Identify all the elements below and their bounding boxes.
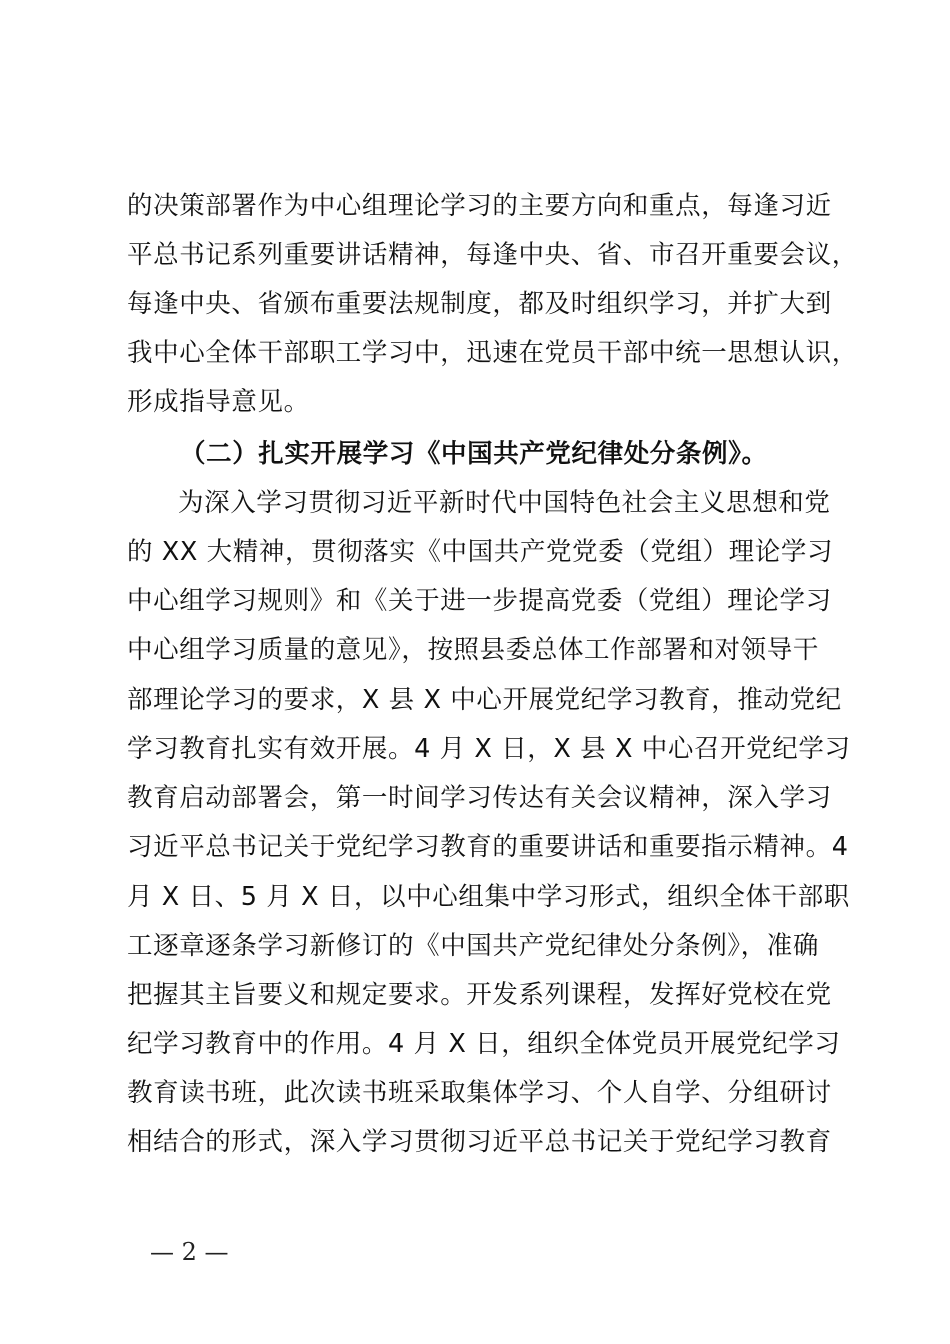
section-heading: （二）扎实开展学习《中国共产党纪律处分条例》。 bbox=[180, 439, 768, 469]
page-number: — 2 — bbox=[150, 1238, 229, 1266]
text-line: 形成指导意见。 bbox=[127, 387, 310, 417]
text-line: 月 X 日、5 月 X 日，以中心组集中学习形式，组织全体干部职 bbox=[127, 882, 850, 912]
text-line: 相结合的形式，深入学习贯彻习近平总书记关于党纪学习教育 bbox=[127, 1127, 832, 1157]
text-line: 习近平总书记关于党纪学习教育的重要讲话和重要指示精神。4 bbox=[127, 832, 849, 862]
text-line: 我中心全体干部职工学习中，迅速在党员干部中统一思想认识， bbox=[127, 338, 858, 368]
text-line: 纪学习教育中的作用。4 月 X 日，组织全体党员开展党纪学习 bbox=[127, 1029, 841, 1059]
text-line: 的决策部署作为中心组理论学习的主要方向和重点，每逢习近 bbox=[127, 191, 832, 221]
text-line: 平总书记系列重要讲话精神，每逢中央、省、市召开重要会议， bbox=[127, 240, 858, 270]
text-line: 教育启动部署会，第一时间学习传达有关会议精神，深入学习 bbox=[127, 783, 832, 813]
text-line: 部理论学习的要求，X 县 X 中心开展党纪学习教育，推动党纪 bbox=[127, 685, 842, 715]
text-line: 把握其主旨要义和规定要求。开发系列课程，发挥好党校在党 bbox=[127, 980, 832, 1010]
text-line: 教育读书班，此次读书班采取集体学习、个人自学、分组研讨 bbox=[127, 1078, 832, 1108]
text-line: 学习教育扎实有效开展。4 月 X 日，X 县 X 中心召开党纪学习 bbox=[127, 734, 851, 764]
text-line: 的 XX 大精神，贯彻落实《中国共产党党委（党组）理论学习 bbox=[127, 537, 834, 567]
paragraph-first-line: 为深入学习贯彻习近平新时代中国特色社会主义思想和党 bbox=[178, 488, 831, 518]
text-line: 中心组学习质量的意见》，按照县委总体工作部署和对领导干 bbox=[127, 635, 819, 665]
text-line: 工逐章逐条学习新修订的《中国共产党纪律处分条例》，准确 bbox=[127, 931, 819, 961]
text-line: 每逢中央、省颁布重要法规制度，都及时组织学习，并扩大到 bbox=[127, 289, 832, 319]
text-line: 中心组学习规则》和《关于进一步提高党委（党组）理论学习 bbox=[127, 586, 832, 616]
